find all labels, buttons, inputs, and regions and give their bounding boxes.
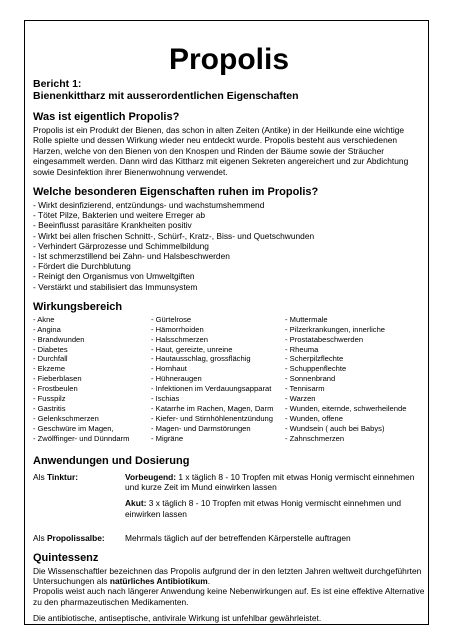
- effects-column-2: [151, 315, 285, 444]
- document-title: Propolis: [168, 43, 289, 76]
- effects-column-3: [285, 315, 425, 444]
- effect-item: - Fusspilz: [33, 394, 66, 404]
- salve-label: Als Propolissalbe:: [33, 533, 105, 544]
- effect-item: - Frostbeulen: [33, 384, 78, 394]
- section-effects-heading: Wirkungsbereich: [33, 300, 123, 313]
- property-item: - Wirkt desinfizierend, entzündungs- und wachstumshemmend: [33, 200, 265, 211]
- acute-dosage: Akut: 3 x täglich 8 - 10 Tropfen mit etwas Honig vermischt einnehmen und einwirken lassen: [125, 498, 402, 519]
- effect-item: - Migräne: [151, 433, 184, 443]
- effect-item: - Muttermale: [285, 314, 328, 324]
- effect-item: - Angina: [33, 324, 61, 334]
- tincture-label: Als Tinktur:: [33, 471, 78, 482]
- effect-item: - Rheuma: [285, 344, 319, 354]
- effect-item: - Scherpilzflechte: [285, 354, 344, 364]
- property-item: - Tötet Pilze, Bakterien und weitere Erreger ab: [33, 210, 206, 221]
- effect-item: - Ekzeme: [33, 364, 66, 374]
- property-item: - Beeinflusst parasitäre Krankheiten positiv: [33, 220, 192, 231]
- property-item: - Ist schmerzstillend bei Zahn- und Halsbeschwerden: [33, 251, 230, 262]
- effect-item: - Halsschmerzen: [151, 334, 208, 344]
- section-what-text: Propolis ist ein Produkt der Bienen, das schon in alten Zeiten (Antike) in der Heilkunde eine wichtige Rolle spielte und dessen Wirkung wieder neu entdeckt wurde. Propolis besteht aus verschiedenen Harzen, welche von den Bienen von den Knospen und Rinden der Bäume sowie der Sträucher eingesammelt werden. Dann wird das Kittharz mit eigenen Sekreten angereichert und zur Abdichtung sowie Desinfektion ihrer Bienenwohnung verwendet.: [33, 125, 409, 177]
- tincture-dosage: [33, 472, 425, 526]
- effect-item: - Zahnschmerzen: [285, 433, 345, 443]
- effect-item: - Warzen: [285, 394, 316, 404]
- effect-item: - Schuppenflechte: [285, 364, 347, 374]
- tincture-text: [125, 472, 425, 526]
- effect-item: - Diabetes: [33, 344, 68, 354]
- salve-text: Mehrmals täglich auf der betreffenden Kärperstelle auftragen: [125, 533, 351, 544]
- preventive-dosage: Vorbeugend: 1 x täglich 8 - 10 Tropfen mit etwas Honig vermischt einnehmen und kurze Zeit im Mund einwirken lassen: [125, 471, 415, 493]
- effect-item: - Durchfall: [33, 354, 68, 364]
- effect-item: - Hühneraugen: [151, 374, 202, 384]
- effect-item: - Pilzerkrankungen, innerliche: [285, 324, 386, 334]
- salve-dosage: [33, 533, 425, 543]
- section-properties-heading: Welche besonderen Eigenschaften ruhen im Propolis?: [33, 186, 319, 199]
- effect-item: - Geschwüre im Magen,: [33, 423, 114, 433]
- section-summary-heading: Quintessenz: [33, 551, 99, 564]
- effect-item: - Gelenkschmerzen: [33, 413, 99, 423]
- effect-item: - Hornhaut: [151, 364, 187, 374]
- effect-item: - Katarrhe im Rachen, Magen, Darm: [151, 404, 274, 414]
- effect-item: - Wundsein ( auch bei Babys): [285, 423, 385, 433]
- report-number: Bericht 1:: [33, 78, 82, 90]
- effect-item: - Tennisarm: [285, 384, 325, 394]
- effect-item: - Wunden, offene: [285, 413, 343, 423]
- properties-list: [33, 200, 425, 292]
- section-usage-heading: Anwendungen und Dosierung: [33, 454, 190, 467]
- property-item: - Wirkt bei allen frischen Schnitt-, Schürf-, Kratz-, Biss- und Quetschwunden: [33, 230, 315, 241]
- property-item: - Verhindert Gärprozesse und Schimmelbildung: [33, 240, 209, 251]
- effect-item: - Zwölffinger- und Dünndarm: [33, 433, 130, 443]
- effects-columns: [33, 315, 425, 444]
- effect-item: - Haut, gereizte, unreine: [151, 344, 233, 354]
- property-item: - Verstärkt und stabilisiert das Immunsystem: [33, 281, 198, 292]
- effect-item: - Wunden, eiternde, schwerheilende: [285, 404, 407, 414]
- effect-item: - Gürtelrose: [151, 314, 192, 324]
- effect-item: - Fieberblasen: [33, 374, 82, 384]
- effect-item: - Gastritis: [33, 404, 66, 414]
- effect-item: - Akne: [33, 314, 55, 324]
- document-content: [33, 44, 425, 624]
- effect-item: - Magen- und Darmstörungen: [151, 423, 251, 433]
- property-item: - Reinigt den Organismus von Umweltgiften: [33, 271, 195, 282]
- effect-item: - Infektionen im Verdauungsapparat: [151, 384, 272, 394]
- effect-item: - Prostatabeschwerden: [285, 334, 364, 344]
- property-item: - Fördert die Durchblutung: [33, 261, 131, 272]
- effect-item: - Brandwunden: [33, 334, 85, 344]
- effect-item: - Kiefer- und Stirnhöhlenentzündung: [151, 413, 274, 423]
- summary-paragraph-3: Die antibiotische, antiseptische, antivirale Wirkung ist unfehlbar gewährleistet.: [33, 613, 322, 624]
- effect-item: - Ischias: [151, 394, 180, 404]
- summary-paragraph-1: Die Wissenschaftler bezeichnen das Propolis aufgrund der in den letzten Jahren weltweit durchgeführten Untersuchungen als natürliches Antibiotikum.: [33, 565, 422, 587]
- report-subtitle: Bienenkittharz mit ausserordentlichen Eigenschaften: [33, 90, 299, 102]
- effect-item: - Hautausschlag, grossflächig: [151, 354, 251, 364]
- summary-paragraph-2: Propolis weist auch nach längerer Anwendung keine Nebenwirkungen auf. Es ist eine effektive Alternative zu den pharmazeutischen Medikamenten.: [33, 586, 425, 607]
- section-what-heading: Was ist eigentlich Propolis?: [33, 111, 180, 123]
- effect-item: - Hämorrhoiden: [151, 324, 204, 334]
- report-heading: [33, 78, 425, 102]
- effect-item: - Sonnenbrand: [285, 374, 336, 384]
- effects-column-1: [33, 315, 151, 444]
